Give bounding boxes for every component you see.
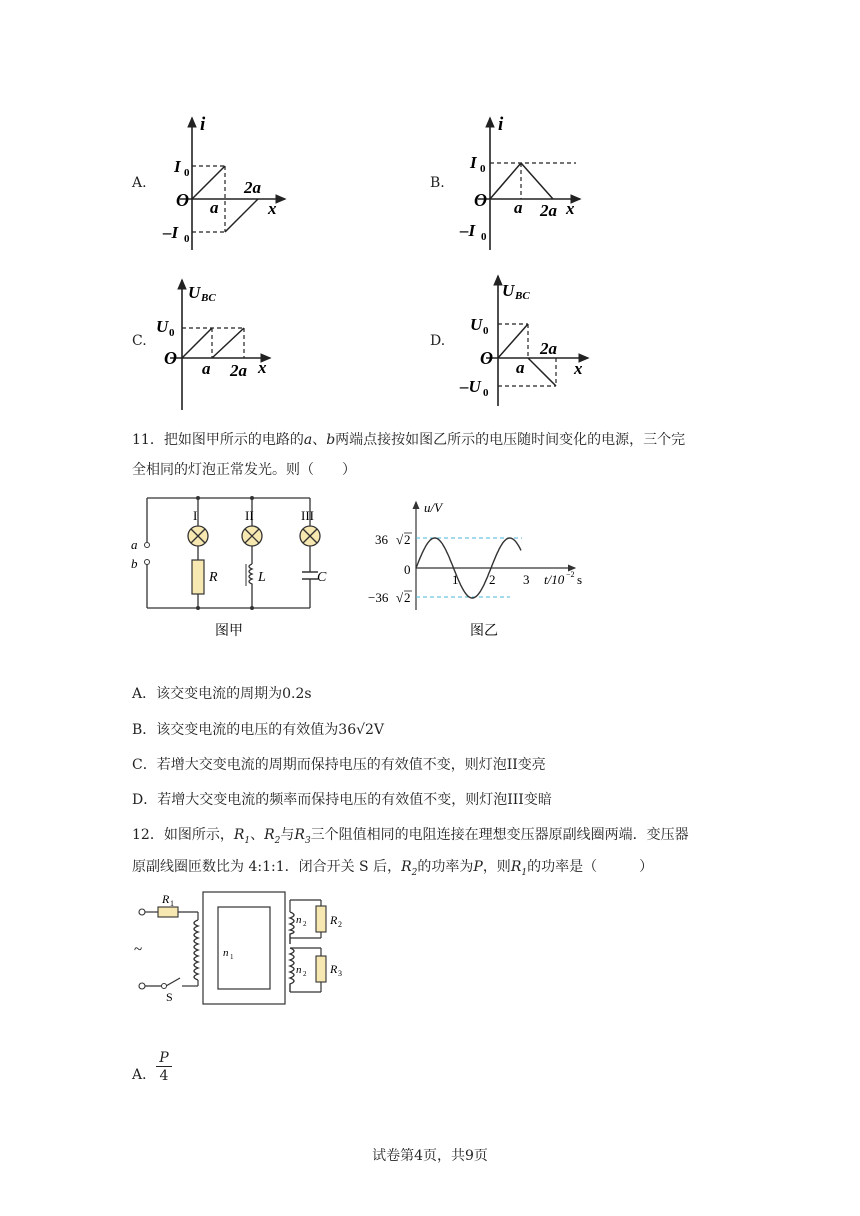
svg-text:n: n bbox=[296, 964, 302, 976]
x-axis-label: x bbox=[268, 199, 277, 218]
q11-option-a: A．该交变电流的周期为0.2s bbox=[132, 686, 312, 702]
svg-text:–U: –U bbox=[460, 377, 481, 396]
svg-text:2: 2 bbox=[404, 532, 411, 547]
svg-text:0: 0 bbox=[480, 163, 486, 175]
q11-stem-line2: 全相同的灯泡正常发光。则（ ） bbox=[132, 462, 356, 478]
svg-text:O: O bbox=[164, 348, 177, 368]
q12-stem-line2: 原副线圈匝数比为 4:1:1．闭合开关 S 后，$R_2$的功率为P，则$R_1$的功率是（ ） bbox=[132, 859, 654, 878]
svg-text:2: 2 bbox=[489, 572, 496, 587]
svg-text:R: R bbox=[162, 892, 170, 906]
svg-text:0: 0 bbox=[404, 562, 411, 577]
svg-text:0: 0 bbox=[483, 325, 489, 337]
svg-text:0: 0 bbox=[184, 233, 190, 245]
q12-transformer-figure bbox=[128, 886, 353, 1011]
svg-text:−36: −36 bbox=[368, 590, 389, 605]
svg-text:3: 3 bbox=[523, 572, 530, 587]
q11-circuit-figure bbox=[125, 492, 340, 642]
svg-text:0: 0 bbox=[184, 167, 190, 179]
svg-text:U: U bbox=[502, 281, 515, 300]
svg-text:U: U bbox=[188, 283, 201, 302]
option-a-letter: A. bbox=[132, 175, 147, 191]
svg-text:图甲: 图甲 bbox=[215, 624, 243, 639]
svg-text:R: R bbox=[209, 570, 218, 585]
svg-text:2a: 2a bbox=[230, 361, 247, 380]
svg-text:R: R bbox=[330, 962, 338, 976]
svg-text:O: O bbox=[480, 348, 493, 368]
origin-label: O bbox=[176, 190, 189, 210]
svg-text:x: x bbox=[258, 358, 267, 377]
q12-stem-line1: 12．如图所示，$R_1$、$R_2$与$R_3$三个阻值相同的电阻连接在理想变压器原副线圈两端．变压器 bbox=[132, 827, 689, 846]
page-footer: 试卷第4页，共9页 bbox=[372, 1148, 488, 1164]
option-d-letter: D. bbox=[430, 333, 446, 349]
svg-text:36: 36 bbox=[375, 532, 388, 547]
svg-text:1: 1 bbox=[230, 953, 234, 961]
svg-text:2: 2 bbox=[338, 920, 342, 929]
lamp-icon bbox=[188, 526, 208, 546]
svg-text:S: S bbox=[166, 990, 173, 1004]
svg-text:i: i bbox=[498, 114, 504, 135]
q11-option-d: D．若增大交变电流的频率而保持电压的有效值不变，则灯泡III变暗 bbox=[132, 792, 552, 808]
svg-text:n: n bbox=[296, 914, 302, 926]
q11-stem-line1: 11．把如图甲所示的电路的a、b两端点接按如图乙所示的电压随时间变化的电源，三个完 bbox=[132, 432, 686, 448]
svg-text:2: 2 bbox=[404, 590, 411, 605]
svg-text:C: C bbox=[317, 570, 327, 585]
svg-text:1: 1 bbox=[452, 572, 459, 587]
svg-text:BC: BC bbox=[515, 290, 530, 302]
a-label: a bbox=[210, 198, 219, 217]
svg-text:2: 2 bbox=[303, 920, 307, 928]
svg-text:2a: 2a bbox=[540, 339, 557, 358]
svg-text:a: a bbox=[131, 537, 138, 552]
svg-text:b: b bbox=[131, 556, 138, 571]
svg-text:0: 0 bbox=[481, 231, 487, 243]
svg-text:a: a bbox=[202, 359, 211, 378]
svg-text:x: x bbox=[566, 199, 575, 218]
option-c-letter: C. bbox=[132, 333, 147, 349]
svg-text:√: √ bbox=[396, 532, 404, 547]
svg-text:1: 1 bbox=[170, 899, 174, 908]
option-a-graph bbox=[160, 110, 300, 255]
svg-text:R: R bbox=[330, 913, 338, 927]
svg-text:s: s bbox=[577, 572, 583, 587]
q12-option-a-fraction: P 4 bbox=[156, 1050, 172, 1085]
svg-text:√: √ bbox=[396, 590, 404, 605]
svg-text:II: II bbox=[245, 508, 254, 523]
y-axis-label: i bbox=[200, 114, 206, 135]
q11-voltage-graph bbox=[330, 492, 590, 642]
svg-text:III: III bbox=[301, 508, 314, 523]
option-d-graph bbox=[458, 268, 593, 408]
svg-text:a: a bbox=[516, 358, 525, 377]
svg-text:L: L bbox=[258, 570, 266, 585]
q12-option-a-letter: A． bbox=[132, 1067, 157, 1083]
svg-text:n: n bbox=[223, 947, 229, 959]
option-b-letter: B. bbox=[430, 175, 445, 191]
svg-text:O: O bbox=[474, 190, 487, 210]
svg-text:BC: BC bbox=[201, 292, 216, 304]
svg-text:3: 3 bbox=[338, 969, 342, 978]
svg-text:t/10: t/10 bbox=[544, 572, 565, 587]
svg-text:x: x bbox=[574, 359, 583, 378]
svg-text:U: U bbox=[156, 317, 169, 336]
option-b-graph bbox=[458, 110, 588, 255]
svg-text:~: ~ bbox=[134, 942, 143, 958]
svg-text:–I: –I bbox=[460, 221, 476, 240]
svg-text:a: a bbox=[514, 198, 523, 217]
svg-text:u/V: u/V bbox=[424, 500, 443, 515]
option-c-graph bbox=[152, 272, 287, 412]
svg-text:I: I bbox=[470, 153, 477, 172]
svg-text:2: 2 bbox=[303, 970, 307, 978]
q11-option-c: C．若增大交变电流的周期而保持电压的有效值不变，则灯泡II变亮 bbox=[132, 757, 546, 773]
svg-text:图乙: 图乙 bbox=[470, 624, 498, 639]
svg-text:0: 0 bbox=[483, 387, 489, 399]
svg-text:2a: 2a bbox=[540, 201, 557, 220]
svg-text:0: 0 bbox=[169, 327, 175, 339]
i0-label: I bbox=[174, 157, 181, 176]
svg-text:I: I bbox=[193, 508, 198, 523]
2a-label: 2a bbox=[244, 178, 261, 197]
svg-text:U: U bbox=[470, 315, 483, 334]
q11-option-b: B．该交变电流的电压的有效值为36√2V bbox=[132, 722, 385, 738]
neg-i0-label: –I bbox=[163, 223, 179, 242]
svg-text:−2: −2 bbox=[566, 570, 575, 579]
